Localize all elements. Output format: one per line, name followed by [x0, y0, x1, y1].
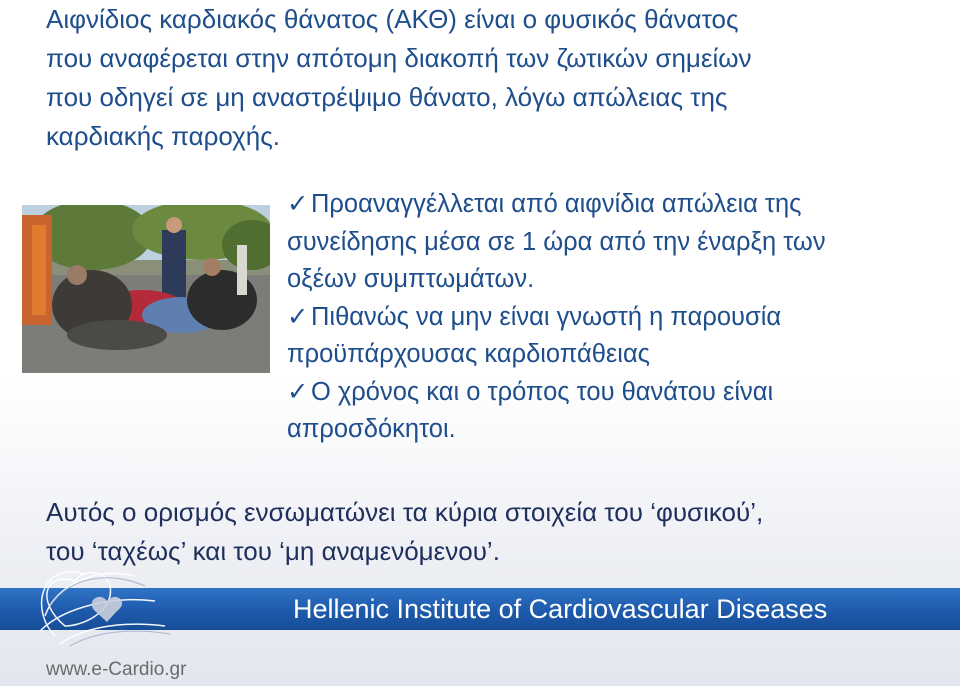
website-url: www.e-Cardio.gr [46, 659, 187, 680]
checkmark-icon: ✓ [287, 190, 309, 218]
heart-logo-icon [25, 556, 175, 656]
bullet-list [287, 186, 937, 449]
summary-line: του ‘ταχέως’ και του ‘μη αναμενόμενου’. [46, 536, 500, 566]
photo-illustration [22, 205, 270, 373]
bullet-item [287, 374, 937, 449]
bullet-line: απροσδόκητοι. [287, 415, 456, 443]
checkmark-icon: ✓ [287, 377, 309, 406]
bullet-line: Προαναγγέλλεται από αιφνίδια απώλεια της [311, 190, 802, 218]
bullet-line: Πιθανώς να μην είναι γνωστή η παρουσία [311, 302, 782, 331]
intro-line: καρδιακής παροχής. [46, 121, 281, 151]
summary-paragraph [46, 493, 936, 571]
bullet-line: Ο χρόνος και ο τρόπος του θανάτου είναι [311, 377, 774, 406]
emergency-scene-photo [22, 205, 270, 373]
checkmark-icon: ✓ [287, 302, 309, 331]
intro-line: Αιφνίδιος καρδιακός θάνατος (ΑΚΘ) είναι ο φυσικός θάνατος [46, 4, 739, 34]
bullet-line: συνείδησης μέσα σε 1 ώρα από την έναρξη των [287, 227, 826, 256]
intro-paragraph [46, 0, 926, 156]
bullet-line: οξέων συμπτωμάτων. [287, 265, 535, 293]
summary-line: Αυτός ο ορισμός ενσωματώνει τα κύρια στοιχεία του ‘φυσικού’, [46, 497, 764, 527]
banner-title: Hellenic Institute of Cardiovascular Diseases [293, 594, 828, 624]
bullet-item [287, 186, 937, 299]
intro-line: που οδηγεί σε μη αναστρέψιμο θάνατο, λόγω απώλειας της [46, 82, 728, 112]
bullet-item [287, 299, 937, 374]
intro-line: που αναφέρεται στην απότομη διακοπή των ζωτικών σημείων [46, 43, 752, 73]
bullet-line: προϋπάρχουσας καρδιοπάθειας [287, 340, 650, 368]
